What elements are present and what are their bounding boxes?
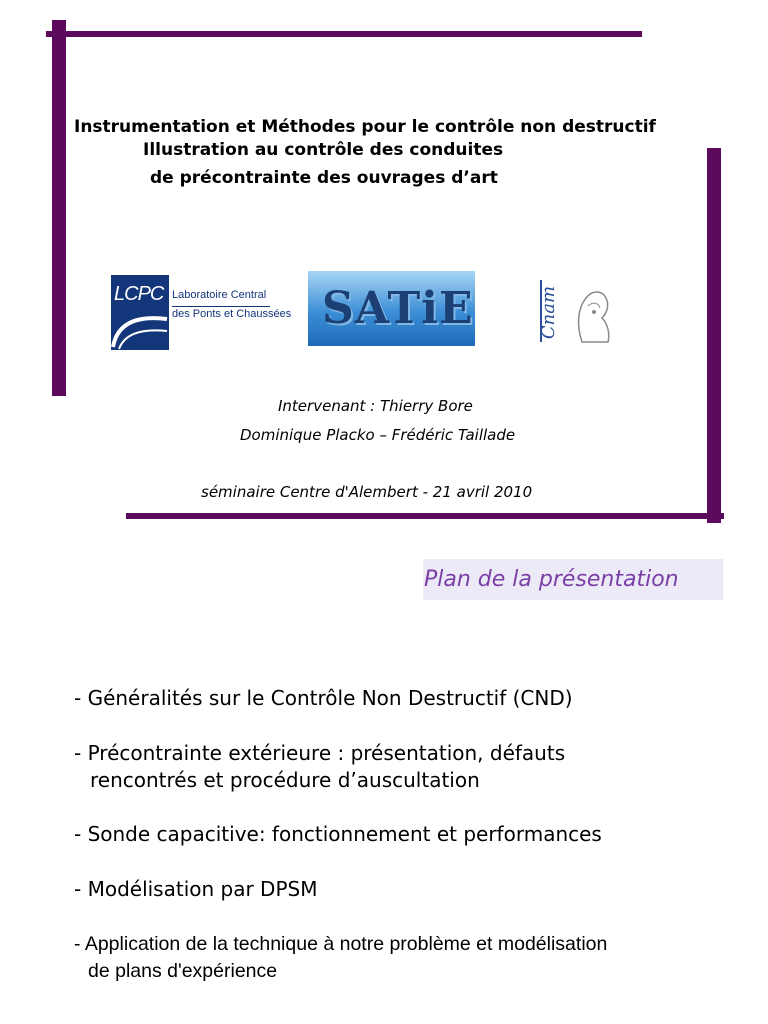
cnam-logo xyxy=(534,276,618,348)
coauthors-credit: Dominique Placko – Frédéric Taillade xyxy=(240,426,516,444)
plan-item-2-continued: rencontrés et procédure d’auscultation xyxy=(90,768,480,792)
title-line-3: de précontrainte des ouvrages d’art xyxy=(150,168,498,188)
plan-item-1: - Généralités sur le Contrôle Non Destructif (CND) xyxy=(74,686,573,710)
lcpc-logo-mark xyxy=(111,275,169,350)
satie-logo xyxy=(308,271,475,346)
lcpc-logo-line1: Laboratoire Central xyxy=(172,289,267,301)
frame-right-bar xyxy=(707,148,721,523)
lcpc-logo-arc xyxy=(111,275,169,350)
title-line-2: Illustration au contrôle des conduites xyxy=(143,140,504,160)
event-credit: séminaire Centre d'Alembert - 21 avril 2010 xyxy=(201,483,533,501)
plan-item-2: - Précontrainte extérieure : présentation, défauts xyxy=(74,741,566,765)
frame-left-bar xyxy=(52,20,66,396)
cnam-logo-text: Cnam xyxy=(538,285,560,340)
satie-logo-text: SATiE xyxy=(322,283,474,334)
plan-item-4: - Modélisation par DPSM xyxy=(74,877,318,901)
plan-item-3: - Sonde capacitive: fonctionnement et performances xyxy=(74,822,602,846)
title-line-1: Instrumentation et Méthodes pour le contrôle non destructif xyxy=(74,117,656,137)
plan-item-5: - Application de la technique à notre problème et modélisation xyxy=(74,933,608,955)
lcpc-logo-divider xyxy=(172,306,270,307)
plan-item-5-continued: de plans d'expérience xyxy=(88,960,278,982)
frame-bottom-bar xyxy=(126,513,724,519)
lcpc-logo xyxy=(108,272,292,350)
lcpc-logo-line2: des Ponts et Chaussées xyxy=(172,308,292,320)
cnam-logo-figure xyxy=(568,284,614,344)
speaker-credit: Intervenant : Thierry Bore xyxy=(278,397,473,415)
plan-title: Plan de la présentation xyxy=(424,567,679,592)
lcpc-logo-abbr: LCPC xyxy=(114,283,164,305)
frame-top-bar xyxy=(46,31,642,37)
